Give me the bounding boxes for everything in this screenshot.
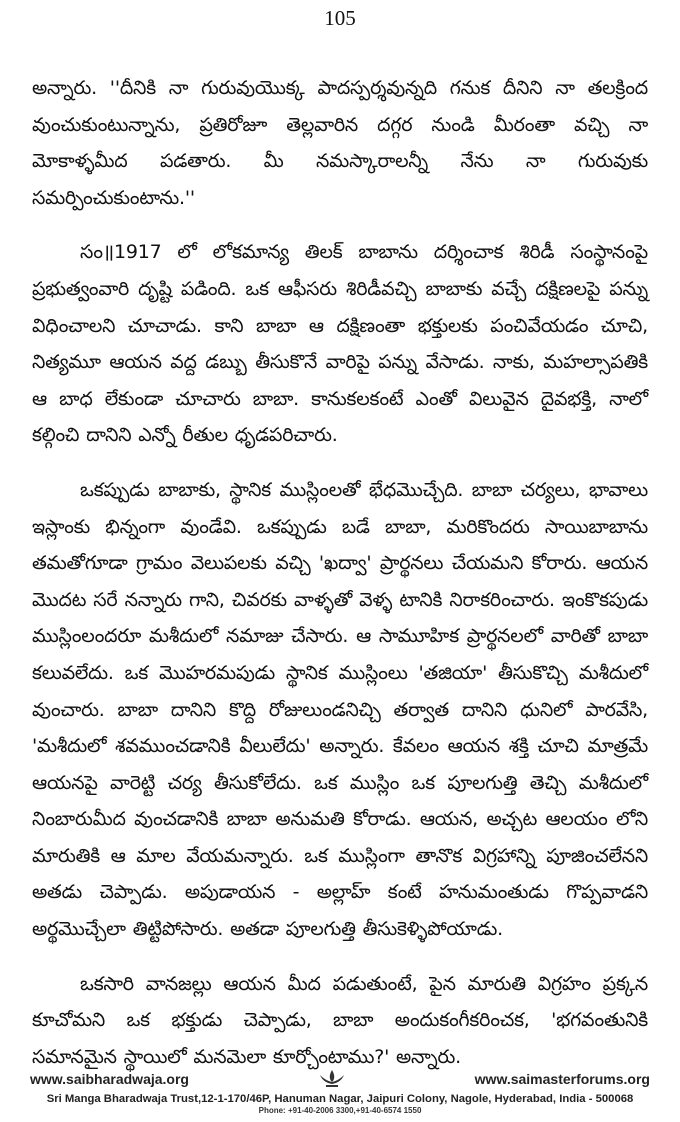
page-number: 105 [324,6,356,30]
paragraph-4: ఒకసారి వానజల్లు ఆయన మీద పడుతుంటే, పైన మారుతి విగ్రహం ప్రక్కన కూచోమని ఒక భక్తుడు చెప్పాడు, బాబా అందుకంగీకరించక, 'భగవంతునికి సమానమైన స్థాయిలో మనమెలా కూర్చోంటాము?' అన్నారు. [32,972,648,1068]
page-body [32,70,648,1093]
footer-phone: Phone: +91-40-2006 3300,+91-40-6574 1550 [258,1106,422,1115]
paragraph-3: ఒకప్పుడు బాబాకు, స్థానిక ముస్లింలతో భేధమొచ్చేది. బాబా చర్యలు, భావాలు ఇస్లాంకు భిన్నంగా వుండేవి. ఒకప్పుడు బడే బాబా, మరికొందరు సాయిబాబాను తమతోగూడా గ్రామం వెలుపలకు వచ్చి 'ఖద్వా' ప్రార్థనలు చేయమని కోరారు. ఆయన మొదట సరే నన్నారు గాని, చివరకు వాళ్ళతో వెళ్ళ టానికి నిరాకరించారు. ఇంకొకపుడు ముస్లింలందరూ మశీదులో నమాజు చేసారు. ఆ సామూహిక ప్రార్థనలలో వారితో బాబా కలువలేదు. ఒక మొహరమపుడు స్థానిక ముస్లింలు 'తజియా' తీసుకొచ్చి మశీదులో వుంచారు. బాబా దానిని కొద్ది రోజులుండనిచ్చి తర్వాత దానిని ధునిలో పారవేసి, 'మశీదులో శవముంచడానికి వీలులేదు' అన్నారు. కేవలం ఆయన శక్తి చూచి మాత్రమే ఆయనపై వారెట్టి చర్య తీసుకోలేదు. ఒక ముస్లిం ఒక పూలగుత్తి తెచ్చి మశీదులో నింబారుమీద వుంచడానికి బాబా అనుమతి కోరాడు. ఆయన, అచ్చట ఆలయం లోని మారుతికి ఆ మాల వేయమన్నారు. ఒక ముస్లింగా తానొక విగ్రహాన్ని పూజించలేనని అతడు చెప్పాడు. అపుడాయన - అల్లాహ్ కంటే హనుమంతుడు గొప్పవాడని అర్థమొచ్చేలా తిట్టిపోసారు. అతడా పూలగుత్తి తీసుకెళ్ళిపోయాడు. [32,478,648,941]
page-footer [30,1068,650,1115]
footer-left-url[interactable]: www.saibharadwaja.org [30,1071,189,1087]
lotus-emblem-icon [315,1068,349,1090]
paragraph-1: అన్నారు. ''దీనికి నా గురువుయొక్క పాదస్పర్శవున్నది గనుక దీనిని నా తలక్రింద వుంచుకుంటున్నాను, ప్రతిరోజూ తెల్లవారిన దగ్గర నుండి మీరంతా వచ్చి నా మోకాళ్ళమీద పడతారు. మీ నమస్కారాలన్నీ నేను నా గురువుకు సమర్పించుకుంటాను.'' [32,77,648,209]
paragraph-2: సం॥1917 లో లోకమాన్య తిలక్ బాబాను దర్శించాక శిరిడీ సంస్థానంపై ప్రభుత్వంవారి దృష్టి పడింది. ఒక ఆఫీసరు శిరిడీవచ్చి బాబాకు వచ్చే దక్షిణలపై పన్ను విధించాలని చూచాడు. కాని బాబా ఆ దక్షిణంతా భక్తులకు పంచివేయడం చూచి, నిత్యమూ ఆయన వద్ద డబ్బు తీసుకొనే వారిపై పన్ను వేసాడు. నాకు, మహల్సాపతికి ఆ బాధ లేకుండా చూచారు బాబా. కానుకలకంటే ఎంతో విలువైన దైవభక్తి, నాలో కల్గించి దానిని ఎన్నో రీతుల ధృడపరిచారు. [32,241,648,447]
footer-right-url[interactable]: www.saimasterforums.org [474,1071,650,1087]
footer-address: Sri Manga Bharadwaja Trust,12-1-170/46P, Hanuman Nagar, Jaipuri Colony, Nagole, Hyderabad, India - 500068 [46,1093,634,1105]
